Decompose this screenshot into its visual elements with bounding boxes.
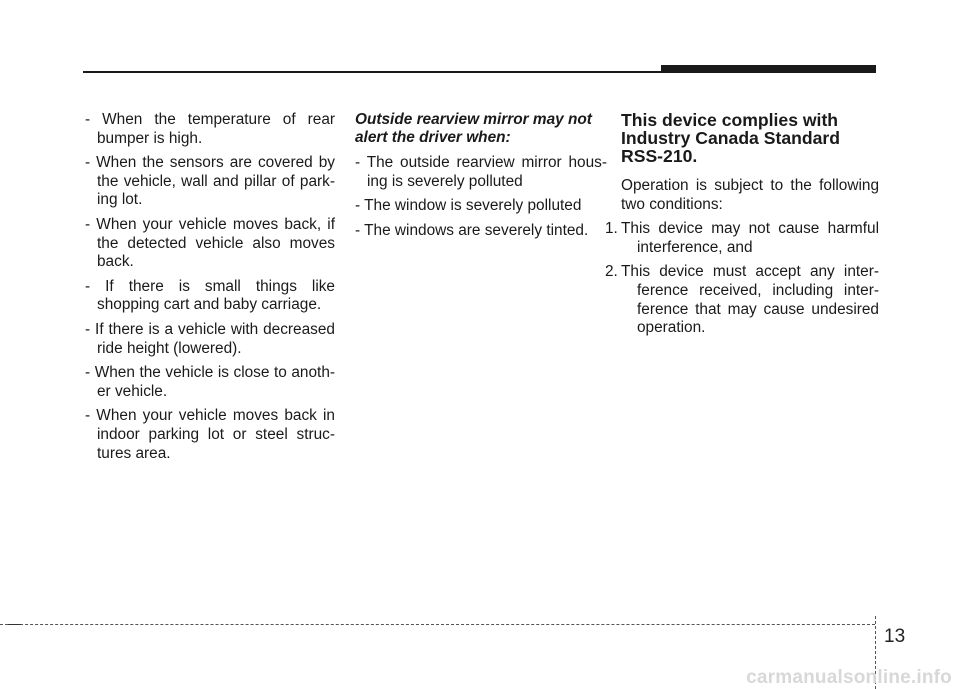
footer-dashed-rule (0, 624, 875, 625)
item-text: This device must accept any inter-ference received, including inter-ference that may cause undesired operation. (621, 263, 879, 337)
list-item: - When your vehicle moves back, if the detected vehicle also moves back. (85, 216, 335, 272)
section-heading: Outside rearview mirror may not alert the driver when: (355, 111, 592, 146)
list-item: - When your vehicle moves back in indoor parking lot or steel struc-tures area. (85, 407, 335, 463)
compliance-intro: Operation is subject to the following two conditions: (621, 177, 879, 213)
list-item: - The windows are severely tinted. (355, 222, 607, 241)
list-item: - If there is a vehicle with decreased ride height (lowered). (85, 321, 335, 358)
item-text: This device may not cause harmful interference, and (621, 220, 879, 256)
footer-rule-mark (8, 624, 21, 625)
condition-list (85, 111, 335, 463)
column-1 (85, 111, 335, 469)
list-item: - When the temperature of rear bumper is high. (85, 111, 335, 148)
list-item: 1. This device may not cause harmful interference, and (605, 220, 879, 256)
watermark: carmanualsonline.info (746, 667, 952, 688)
conditions-numbered-list (605, 220, 879, 338)
list-item: - If there is small things like shopping cart and baby carriage. (85, 278, 335, 315)
list-item: - When the sensors are covered by the vehicle, wall and pillar of park-ing lot. (85, 154, 335, 210)
mirror-condition-list (355, 154, 607, 240)
column-3 (605, 110, 879, 344)
list-item: - The window is severely polluted (355, 197, 607, 216)
header-tab-bar (661, 65, 876, 73)
header-rule (83, 71, 661, 73)
list-item: 2. This device must accept any inter-ference received, including inter-ference that may cause undesired operation. (605, 263, 879, 337)
list-item: - The outside rearview mirror hous-ing is severely polluted (355, 154, 607, 191)
column-2 (355, 111, 607, 246)
compliance-heading: This device complies with Industry Canada Standard RSS-210. (621, 110, 840, 166)
page-number: 13 (884, 626, 906, 647)
list-item: - When the vehicle is close to anoth-er vehicle. (85, 364, 335, 401)
